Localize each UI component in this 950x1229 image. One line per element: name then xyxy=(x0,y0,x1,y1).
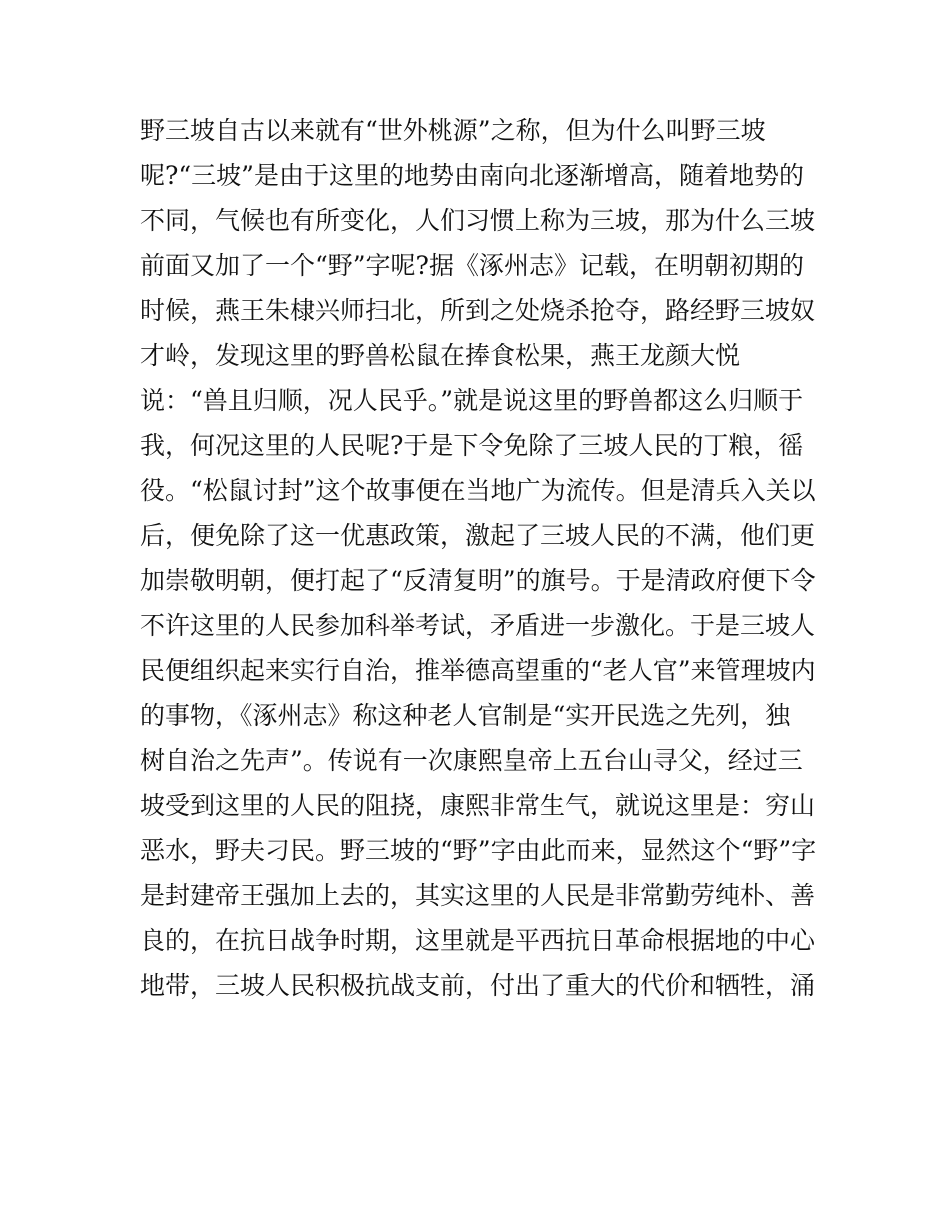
text-line: 良的，在抗日战争时期，这里就是平西抗日革命根据地的中心 xyxy=(140,926,816,955)
text-line: 不同，气候也有所变化，人们习惯上称为三坡，那为什么三坡 xyxy=(140,206,816,235)
text-line: 才岭，发现这里的野兽松鼠在捧食松果，燕王龙颜大悦 xyxy=(140,341,741,370)
text-line: 的事物，《涿州志》称这种老人官制是“实开民选之先列，独 xyxy=(140,701,791,730)
text-line: 时候，燕王朱棣兴师扫北，所到之处烧杀抢夺，路经野三坡奴 xyxy=(140,296,816,325)
text-line: 呢?“三坡”是由于这里的地势由南向北逐渐增高，随着地势的 xyxy=(140,161,804,190)
text-line: 前面又加了一个“野”字呢?据《涿州志》记载，在明朝初期的 xyxy=(140,251,804,280)
body-paragraph xyxy=(140,108,820,1008)
text-line: 恶水，野夫刁民。野三坡的“野”字由此而来，显然这个“野”字 xyxy=(140,836,817,865)
text-line: 地带，三坡人民积极抗战支前，付出了重大的代价和牺牲，涌 xyxy=(140,971,816,1000)
text-line: 加崇敬明朝，便打起了“反清复明”的旗号。于是清政府便下令 xyxy=(140,566,816,595)
text-line: 坡受到这里的人民的阻挠，康熙非常生气，就说这里是：穷山 xyxy=(140,791,816,820)
text-line: 役。“松鼠讨封”这个故事便在当地广为流传。但是清兵入关以 xyxy=(140,476,816,505)
text-line: 野三坡自古以来就有“世外桃源”之称，但为什么叫野三坡 xyxy=(140,116,766,145)
text-line: 说：“兽且归顺，况人民乎。”就是说这里的野兽都这么归顺于 xyxy=(140,386,804,415)
text-line: 我，何况这里的人民呢?于是下令免除了三坡人民的丁粮，徭 xyxy=(140,431,804,460)
text-line: 民便组织起来实行自治，推举德高望重的“老人官”来管理坡内 xyxy=(140,656,816,685)
text-line: 后，便免除了这一优惠政策，激起了三坡人民的不满，他们更 xyxy=(140,521,816,550)
text-line: 不许这里的人民参加科举考试，矛盾进一步激化。于是三坡人 xyxy=(140,611,816,640)
text-line: 树自治之先声”。传说有一次康熙皇帝上五台山寻父，经过三 xyxy=(140,746,803,775)
text-line: 是封建帝王强加上去的，其实这里的人民是非常勤劳纯朴、善 xyxy=(140,881,816,910)
